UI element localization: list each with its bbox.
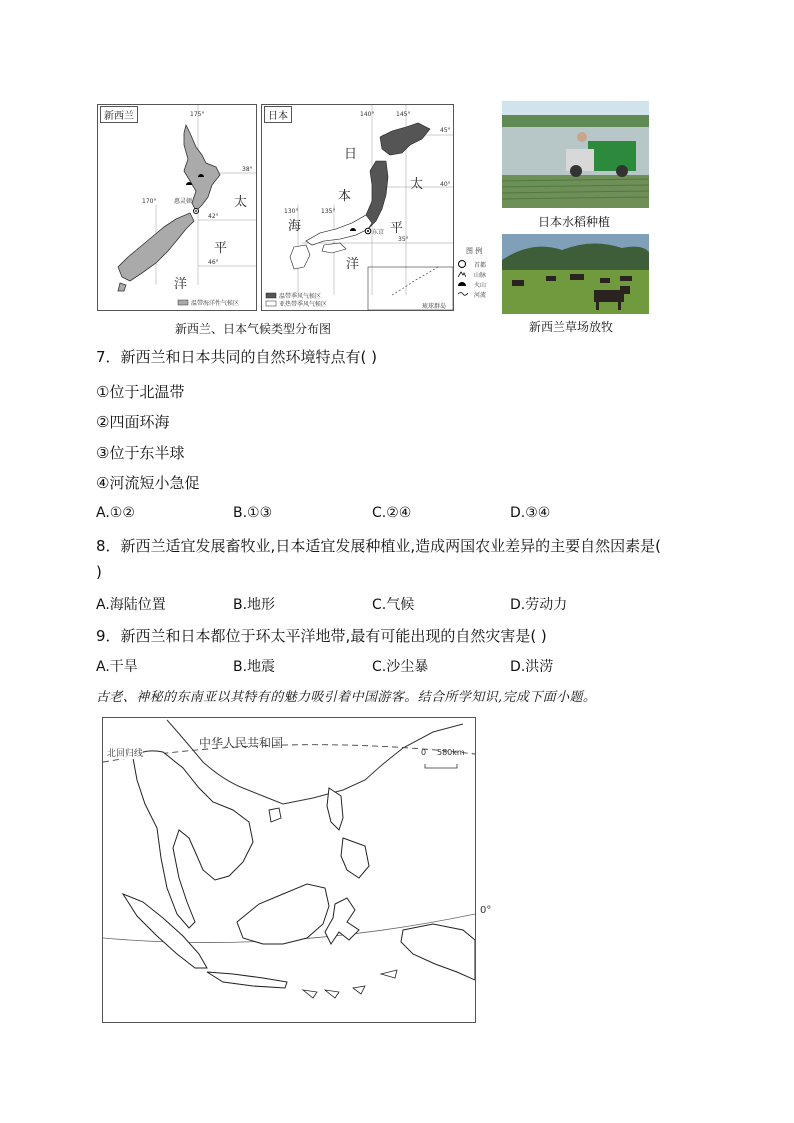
q7-statement-2: ②四面环海 [96, 413, 170, 431]
rice-planting-photo [502, 101, 649, 208]
rice-photo-caption: 日本水稻种植 [538, 215, 611, 229]
q7-option-b[interactable]: B.①③ [233, 505, 273, 521]
jp-lon-130: 130° [284, 208, 299, 215]
legend-capital: 首都 [474, 262, 487, 269]
scale-label: 580km [437, 748, 465, 757]
jp-city-tokyo: 东京 [372, 229, 385, 236]
q7-statement-1: ①位于北温带 [96, 383, 185, 401]
jp-lat-40: 40° [440, 181, 451, 188]
mountain-icon [458, 271, 466, 277]
q9-option-d[interactable]: D.洪涝 [510, 659, 554, 675]
section-intro: 古老、神秘的东南亚以其特有的魅力吸引着中国游客。结合所学知识,完成下面小题。 [96, 690, 597, 705]
scale-zero: 0 [421, 748, 427, 757]
jp-lat-45: 45° [440, 127, 451, 134]
jp-char-tai: 太 [410, 177, 424, 192]
nz-legend-label: 温带海洋性气候区 [191, 300, 240, 307]
q8-option-b[interactable]: B.地形 [233, 597, 276, 613]
q7-option-c[interactable]: C.②④ [372, 505, 412, 521]
southeast-asia-map [102, 717, 476, 1023]
nz-lat-38: 38° [242, 166, 253, 173]
legend-volcano: 火山 [474, 282, 487, 289]
legend-river: 河流 [474, 292, 487, 299]
question-8-stem: 8．新西兰适宜发展畜牧业,日本适宜发展种植业,造成两国农业差异的主要自然因素是( [96, 537, 661, 555]
jp-inset-label: 琉球群岛 [422, 303, 447, 310]
map-caption: 新西兰、日本气候类型分布图 [175, 322, 332, 336]
nz-ocean-char-2: 平 [214, 241, 228, 256]
q9-option-c[interactable]: C.沙尘暴 [372, 659, 429, 675]
q7-option-d[interactable]: D.③④ [510, 505, 551, 521]
sea-map-country-label: 中华人民共和国 [199, 736, 284, 750]
question-7-stem: 7．新西兰和日本共同的自然环境特点有( ) [96, 348, 378, 366]
rice-planting-illustration [502, 101, 649, 208]
jp-char-hai: 海 [288, 219, 302, 234]
legend-title: 图 例 [466, 247, 483, 255]
nz-ocean-char-1: 太 [234, 195, 248, 210]
q8-option-c[interactable]: C.气候 [372, 597, 415, 613]
question-9-stem: 9．新西兰和日本都位于环太平洋地带,最有可能出现的自然灾害是( ) [96, 627, 547, 645]
capital-icon [458, 260, 466, 268]
q7-statement-3: ③位于东半球 [96, 444, 185, 462]
q9-option-b[interactable]: B.地震 [233, 659, 276, 675]
river-icon [458, 291, 468, 296]
q8-option-a[interactable]: A.海陆位置 [96, 597, 166, 613]
nz-city-wellington: 惠灵顿 [174, 198, 193, 205]
jp-lon-145: 145° [396, 111, 411, 118]
jp-legend-subtropical: 亚热带季风气候区 [279, 301, 328, 308]
q8-option-d[interactable]: D.劳动力 [510, 597, 568, 613]
q7-option-a[interactable]: A.①② [96, 505, 135, 521]
nz-ocean-char-3: 洋 [174, 277, 188, 292]
nz-lon-170: 170° [142, 198, 157, 205]
nz-lon-175: 175° [190, 111, 205, 118]
japan-map [261, 104, 454, 311]
jp-char-ben: 本 [338, 189, 352, 204]
legend-mountain: 山脉 [474, 272, 487, 279]
nz-lat-42: 42° [208, 213, 219, 220]
jp-char-ri: 日 [344, 147, 358, 162]
jp-map-title: 日本 [264, 106, 292, 123]
grazing-illustration [502, 234, 649, 314]
volcano-icon [458, 281, 466, 286]
tropic-label: 北回归线 [107, 746, 143, 759]
grazing-photo [502, 234, 649, 314]
nz-map-title: 新西兰 [100, 106, 138, 123]
jp-char-yang: 洋 [346, 257, 360, 272]
grazing-photo-caption: 新西兰草场放牧 [529, 320, 614, 334]
question-8-stem-cont: ) [96, 563, 102, 581]
new-zealand-map [97, 104, 257, 311]
q7-statement-4: ④河流短小急促 [96, 474, 200, 492]
map-legend-panel [456, 246, 504, 314]
equator-label: 0° [480, 905, 492, 916]
jp-legend-temperate: 温带季风气候区 [279, 293, 322, 300]
q9-option-a[interactable]: A.干旱 [96, 659, 138, 675]
sea-map-drawing [103, 718, 475, 1022]
jp-char-ping: 平 [390, 221, 404, 236]
jp-lon-135: 135° [321, 208, 336, 215]
jp-lat-35: 35° [398, 236, 409, 243]
nz-lat-46: 46° [208, 259, 219, 266]
jp-lon-140: 140° [360, 111, 375, 118]
